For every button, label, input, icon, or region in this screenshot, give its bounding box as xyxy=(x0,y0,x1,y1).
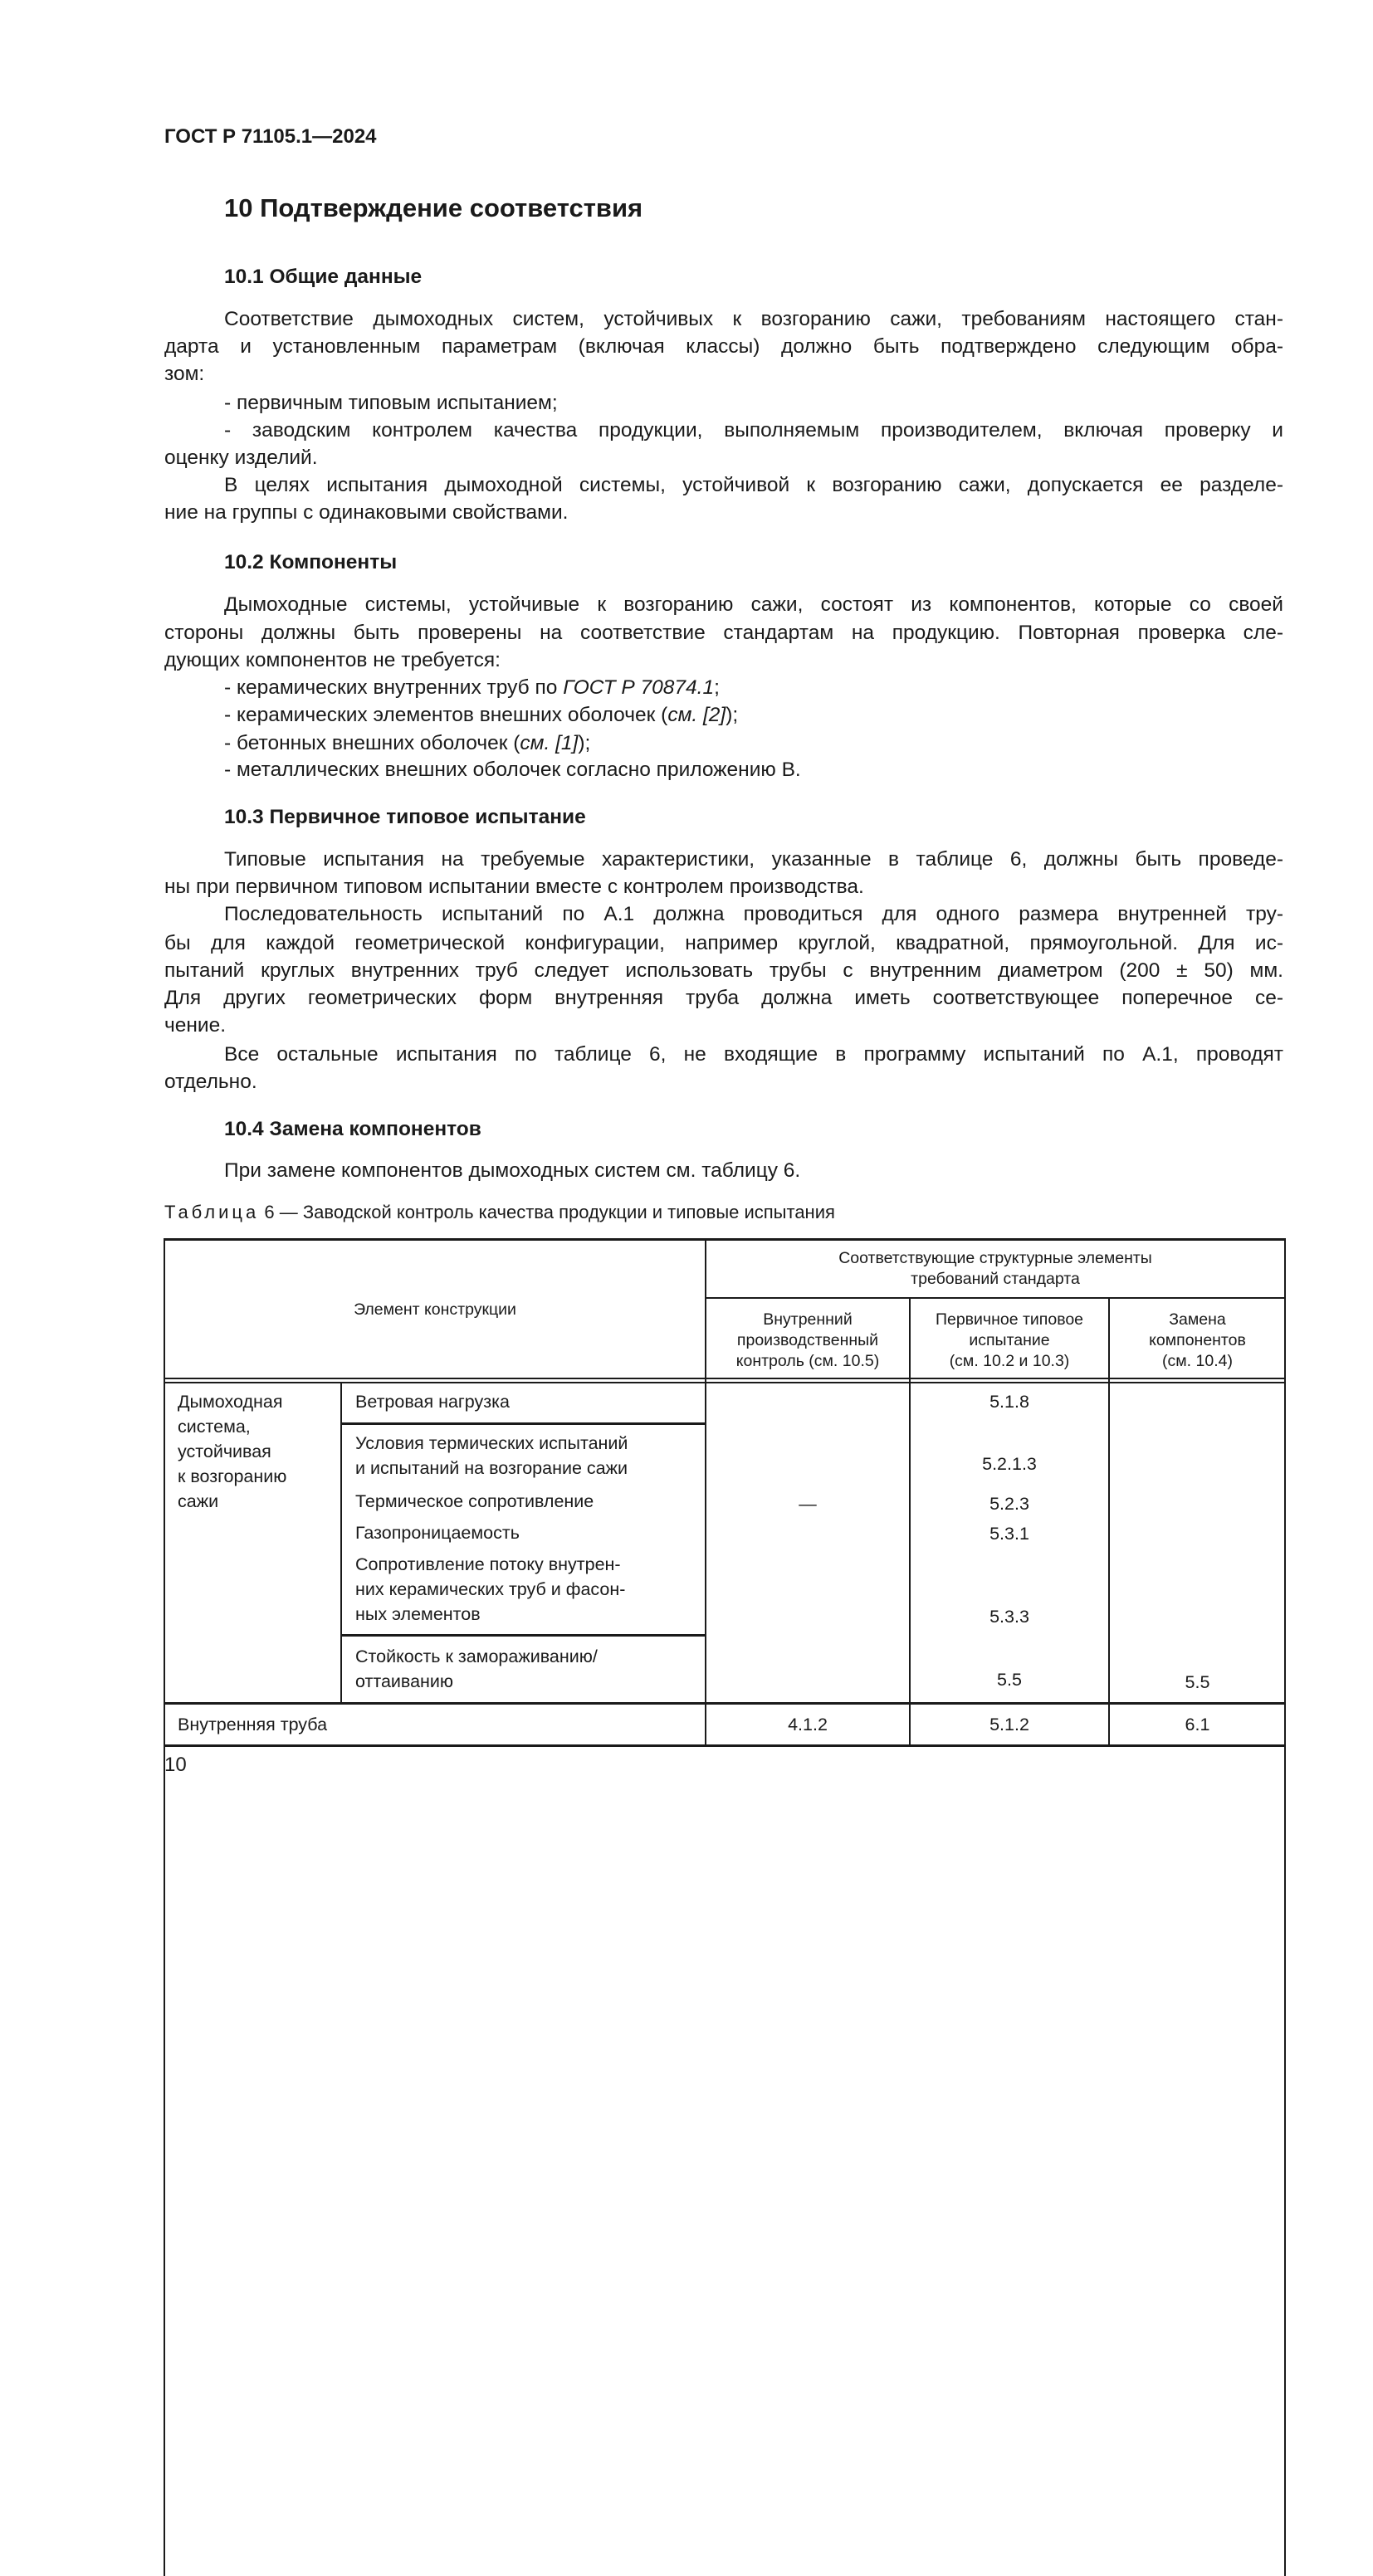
table-border xyxy=(164,1238,1286,1241)
table-divider xyxy=(706,1297,1285,1299)
table-row-item: Газопроницаемость xyxy=(355,1523,520,1543)
item-line: них керамических труб и фасон- xyxy=(355,1579,626,1599)
column-header-replacement xyxy=(1109,1310,1286,1372)
type-test-value: 5.3.3 xyxy=(989,1607,1029,1627)
internal-control-value: — xyxy=(799,1494,817,1514)
list-item: - заводским контролем качества продукции, выполняемым производителем, включая проверку и xyxy=(224,419,1283,442)
header-line: требований стандарта xyxy=(911,1270,1080,1288)
subsection-title-10-1: 10.1 Общие данные xyxy=(224,266,423,288)
table-caption-label: Таблица xyxy=(164,1202,260,1222)
paragraph-line: стороны должны быть проверены на соответствие стандартам на продукцию. Повторная проверка сле- xyxy=(164,622,1283,644)
table-row-item xyxy=(355,1552,625,1627)
group-label-line: к возгоранию xyxy=(178,1466,287,1486)
list-text: - керамических элементов внешних оболочек ( xyxy=(224,704,668,726)
internal-control-value: 4.1.2 xyxy=(788,1715,828,1734)
list-text: - металлических внешних оболочек согласно приложению В. xyxy=(224,759,801,781)
type-test-value: 5.1.8 xyxy=(989,1392,1029,1412)
paragraph-line: Типовые испытания на требуемые характеристики, указанные в таблице 6, должны быть проведе- xyxy=(224,848,1283,871)
header-line: контроль (см. 10.5) xyxy=(735,1352,880,1370)
paragraph-line: бы для каждой геометрической конфигурации, например круглой, квадратной, прямоугольной. Для ис- xyxy=(164,932,1283,954)
list-text: - керамических внутренних труб по xyxy=(224,676,564,699)
group-label-line: устойчивая xyxy=(178,1442,271,1461)
table-divider xyxy=(164,1382,1285,1383)
replacement-value: 5.5 xyxy=(1185,1672,1210,1692)
replacement-value: 6.1 xyxy=(1185,1715,1210,1734)
group-label-line: система, xyxy=(178,1417,251,1437)
item-line: Стойкость к замораживанию/ xyxy=(355,1647,598,1666)
paragraph-line: дарта и установленным параметрам (включая классы) должно быть подтверждено следующим обра- xyxy=(164,335,1283,358)
table-divider xyxy=(164,1378,1285,1379)
subsection-title-10-4: 10.4 Замена компонентов xyxy=(224,1118,481,1140)
table-row-item: Внутренняя труба xyxy=(178,1715,328,1734)
subsection-title-10-3: 10.3 Первичное типовое испытание xyxy=(224,806,586,828)
type-test-value: 5.2.3 xyxy=(989,1494,1029,1514)
paragraph-line: Дымоходные системы, устойчивые к возгоранию сажи, состоят из компонентов, которые со своей xyxy=(224,593,1283,616)
column-header-internal-control xyxy=(706,1310,910,1372)
list-text: ; xyxy=(714,676,720,699)
header-line: испытание xyxy=(969,1331,1050,1349)
list-text: - бетонных внешних оболочек ( xyxy=(224,732,520,754)
paragraph-line: отдельно. xyxy=(164,1071,257,1093)
paragraph-line: В целях испытания дымоходной системы, устойчивой к возгоранию сажи, допускается ее разделе- xyxy=(224,474,1283,496)
header-line: Замена xyxy=(1169,1310,1226,1329)
bibliography-reference: см. [2] xyxy=(667,704,726,726)
paragraph-line: Последовательность испытаний по А.1 должна проводиться для одного размера внутренней тру- xyxy=(224,903,1283,925)
group-label xyxy=(178,1389,286,1514)
table-divider xyxy=(341,1422,706,1425)
table-divider xyxy=(164,1702,1285,1705)
list-text: ); xyxy=(578,732,591,754)
list-item xyxy=(224,674,1283,701)
item-line: и испытаний на возгорание сажи xyxy=(355,1458,628,1478)
paragraph-line: Для других геометрических форм внутренняя труба должна иметь соответствующее поперечное се- xyxy=(164,987,1283,1009)
column-header-type-test xyxy=(910,1310,1109,1372)
type-test-value: 5.1.2 xyxy=(989,1715,1029,1734)
standard-reference: ГОСТ Р 70874.1 xyxy=(563,676,715,699)
paragraph-line: Соответствие дымоходных систем, устойчивых к возгоранию сажи, требованиям настоящего стан- xyxy=(224,308,1283,330)
table-caption-text: 6 — Заводской контроль качества продукции и типовые испытания xyxy=(264,1202,835,1222)
paragraph-line: чение. xyxy=(164,1014,227,1037)
table-row-item: Термическое сопротивление xyxy=(355,1491,594,1511)
table-row-item xyxy=(355,1431,628,1481)
header-line: (см. 10.4) xyxy=(1162,1352,1233,1370)
paragraph-line: пытаний круглых внутренних труб следует использовать трубы с внутренним диаметром (200 ± 50) мм. xyxy=(164,959,1283,982)
table-divider xyxy=(341,1634,706,1637)
type-test-value: 5.2.1.3 xyxy=(982,1454,1037,1474)
paragraph-line: дующих компонентов не требуется: xyxy=(164,649,501,671)
column-header-element: Элемент конструкции xyxy=(354,1300,516,1319)
page-number: 10 xyxy=(164,1754,187,1776)
item-line: оттаиванию xyxy=(355,1671,454,1691)
paragraph-line: оценку изделий. xyxy=(164,446,318,469)
list-text: ); xyxy=(726,704,739,726)
group-label-line: сажи xyxy=(178,1491,219,1511)
header-line: Первичное типовое xyxy=(935,1310,1084,1329)
header-line: компонентов xyxy=(1149,1331,1246,1349)
paragraph-line: зом: xyxy=(164,363,205,385)
table-row-item: Ветровая нагрузка xyxy=(355,1392,510,1412)
header-line: Соответствующие структурные элементы xyxy=(838,1249,1152,1267)
item-line: Условия термических испытаний xyxy=(355,1433,628,1453)
bibliography-reference: см. [1] xyxy=(520,732,579,754)
type-test-value: 5.3.1 xyxy=(989,1524,1029,1544)
list-item xyxy=(224,729,1283,757)
table-caption xyxy=(164,1200,835,1225)
paragraph-line: При замене компонентов дымоходных систем см. таблицу 6. xyxy=(224,1159,801,1182)
table-border xyxy=(1284,1238,1286,2576)
table-row-item xyxy=(355,1644,598,1694)
type-test-value: 5.5 xyxy=(997,1670,1022,1690)
header-line: Внутренний xyxy=(763,1310,853,1329)
group-label-line: Дымоходная xyxy=(178,1392,283,1412)
table-border xyxy=(164,1744,1286,1747)
section-title: 10 Подтверждение соответствия xyxy=(224,193,643,222)
list-item xyxy=(224,701,1283,729)
subsection-title-10-2: 10.2 Компоненты xyxy=(224,551,398,573)
paragraph-line: ны при первичном типовом испытании вместе с контролем производства. xyxy=(164,876,864,898)
item-line: Сопротивление потоку внутрен- xyxy=(355,1554,621,1574)
list-item xyxy=(224,756,1283,783)
header-line: (см. 10.2 и 10.3) xyxy=(949,1352,1070,1370)
list-item: - первичным типовым испытанием; xyxy=(224,392,558,414)
paragraph-line: Все остальные испытания по таблице 6, не входящие в программу испытаний по А.1, проводят xyxy=(224,1043,1283,1066)
header-line: производственный xyxy=(736,1331,879,1349)
item-line: ных элементов xyxy=(355,1604,481,1624)
document-header: ГОСТ Р 71105.1—2024 xyxy=(164,125,377,148)
column-group-header xyxy=(706,1248,1285,1290)
paragraph-line: ние на группы с одинаковыми свойствами. xyxy=(164,501,569,524)
table-border xyxy=(164,1238,165,2576)
table-divider xyxy=(340,1382,342,1704)
